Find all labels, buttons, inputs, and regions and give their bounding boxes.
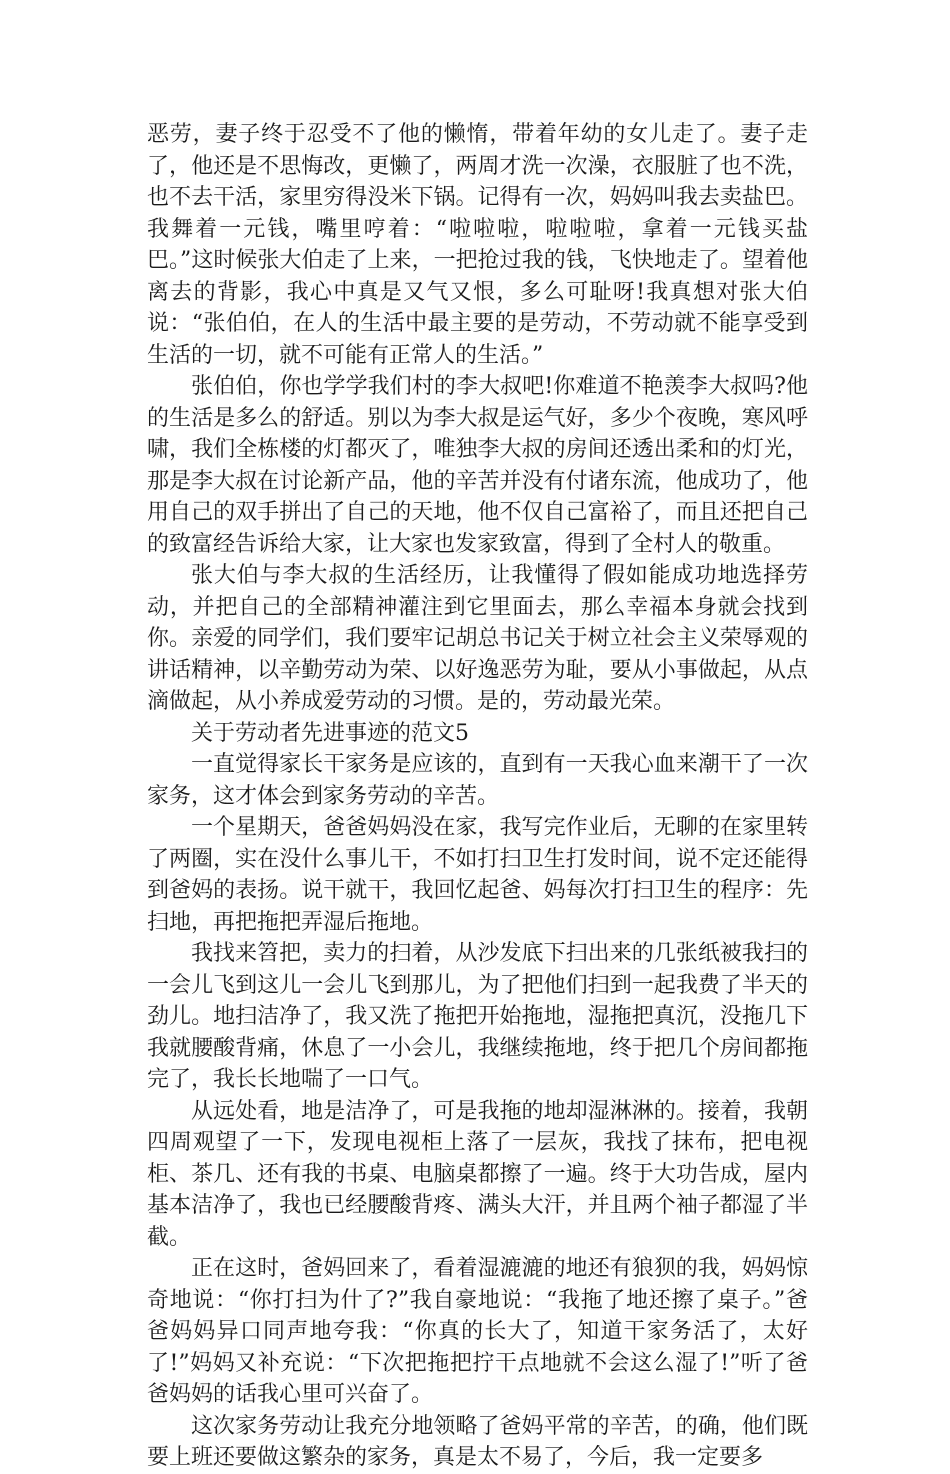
body-text	[147, 119, 808, 1474]
paragraph: 这次家务劳动让我充分地领略了爸妈平常的辛苦，的确，他们既要上班还要做这繁杂的家务，真是太不易了，今后，我一定要多	[147, 1413, 808, 1470]
section-heading: 关于劳动者先进事迹的范文5	[191, 720, 469, 746]
paragraph: 一个星期天，爸爸妈妈没在家，我写完作业后，无聊的在家里转了两圈，实在没什么事儿干，不如打扫卫生打发时间，说不定还能得到爸妈的表扬。说干就干，我回忆起爸、妈每次打扫卫生的程序：先扫地，再把拖把弄湿后拖地。	[147, 815, 808, 935]
paragraph: 正在这时，爸妈回来了，看着湿漉漉的地还有狼狈的我，妈妈惊奇地说：“你打扫为什了?”我自豪地说：“我拖了地还擦了桌子。”爸爸妈妈异口同声地夸我：“你真的长大了，知道干家务活了，太好了!”妈妈又补充说：“下次把拖把拧干点地就不会这么湿了!”听了爸爸妈妈的话我心里可兴奋了。	[147, 1256, 808, 1407]
paragraph: 我找来笤把，卖力的扫着，从沙发底下扫出来的几张纸被我扫的一会儿飞到这儿一会儿飞到那儿，为了把他们扫到一起我费了半天的劲儿。地扫洁净了，我又洗了拖把开始拖地，湿拖把真沉，没拖几下我就腰酸背痛，休息了一小会儿，我继续拖地，终于把几个房间都拖完了，我长长地喘了一口气。	[147, 941, 808, 1092]
paragraph: 一直觉得家长干家务是应该的，直到有一天我心血来潮干了一次家务，这才体会到家务劳动的辛苦。	[147, 752, 808, 809]
paragraph: 从远处看，地是洁净了，可是我拖的地却湿淋淋的。接着，我朝四周观望了一下，发现电视柜上落了一层灰，我找了抹布，把电视柜、茶几、还有我的书桌、电脑桌都擦了一遍。终于大功告成，屋内基本洁净了，我也已经腰酸背疼、满头大汗，并且两个袖子都湿了半截。	[147, 1098, 808, 1250]
paragraph: 张大伯与李大叔的生活经历，让我懂得了假如能成功地选择劳动，并把自己的全部精神灌注到它里面去，那么幸福本身就会找到你。亲爱的同学们，我们要牢记胡总书记关于树立社会主义荣辱观的讲话精神，以辛勤劳动为荣、以好逸恶劳为耻，要从小事做起，从点滴做起，从小养成爱劳动的习惯。是的，劳动最光荣。	[147, 563, 808, 714]
paragraph: 张伯伯，你也学学我们村的李大叔吧!你难道不艳羡李大叔吗?他的生活是多么的舒适。别以为李大叔是运气好，多少个夜晚，寒风呼啸，我们全栋楼的灯都灭了，唯独李大叔的房间还透出柔和的灯光，那是李大叔在讨论新产品，他的辛苦并没有付诸东流，他成功了，他用自己的双手拼出了自己的天地，他不仅自己富裕了，而且还把自己的致富经告诉给大家，让大家也发家致富，得到了全村人的敬重。	[147, 374, 808, 557]
paragraph: 恶劳，妻子终于忍受不了他的懒惰，带着年幼的女儿走了。妻子走了，他还是不思悔改，更懒了，两周才洗一次澡，衣服脏了也不洗，也不去干活，家里穷得没米下锅。记得有一次，妈妈叫我去卖盐巴。我舞着一元钱，嘴里哼着：“啦啦啦，啦啦啦，拿着一元钱买盐巴。”这时候张大伯走了上来，一把抢过我的钱，飞快地走了。望着他离去的背影，我心中真是又气又恨，多么可耻呀!我真想对张大伯说：“张伯伯，在人的生活中最主要的是劳动，不劳动就不能享受到生活的一切，就不可能有正常人的生活。”	[147, 122, 808, 368]
